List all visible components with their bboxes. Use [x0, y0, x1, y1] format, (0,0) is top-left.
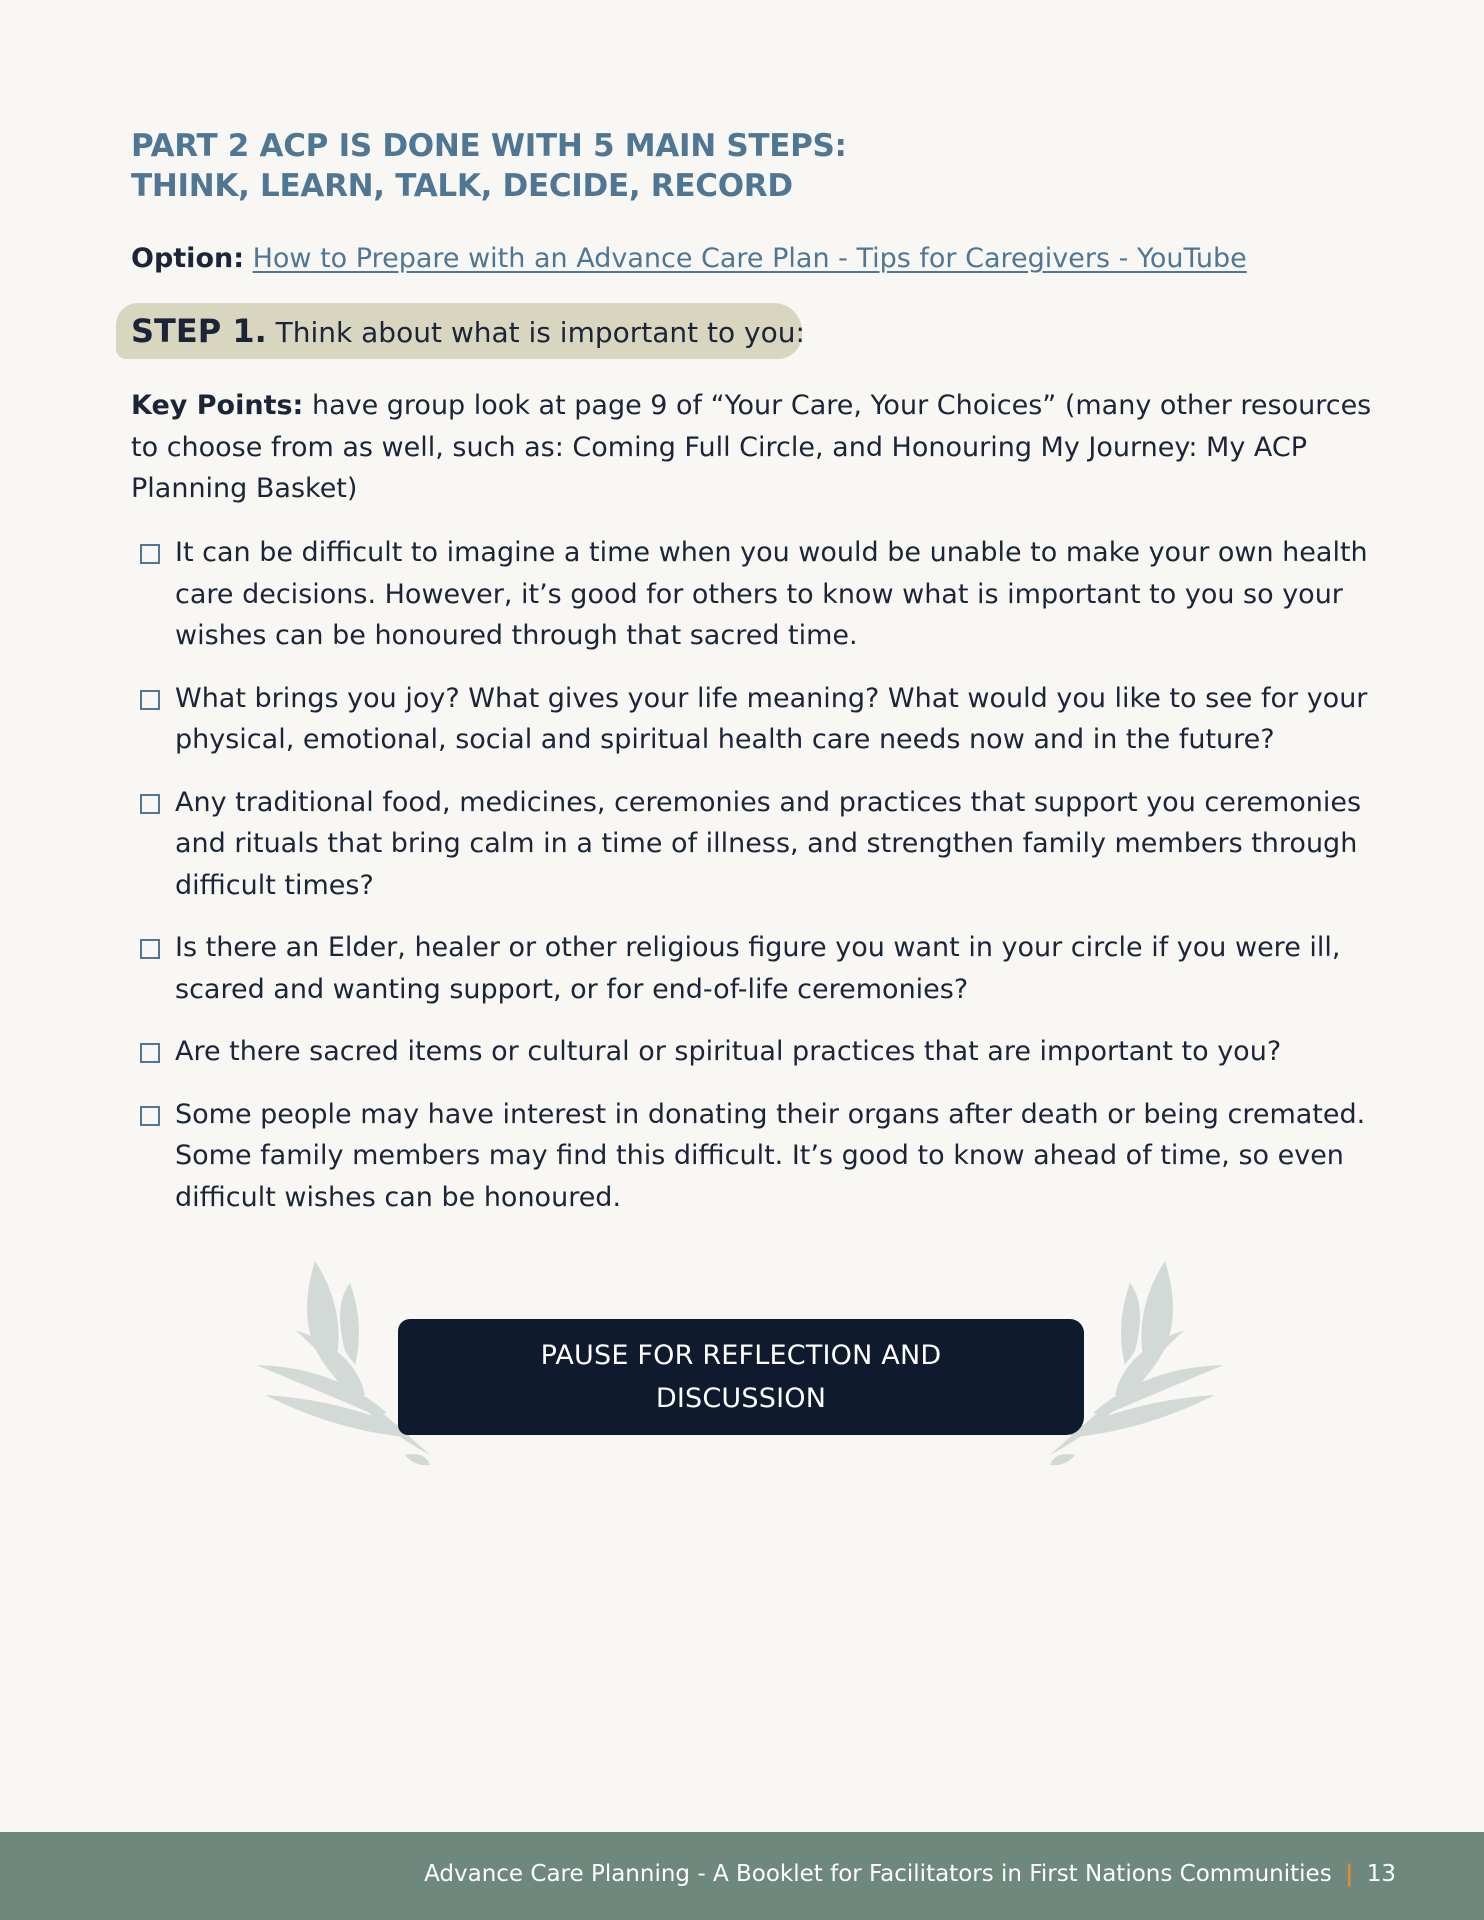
- key-points-text: have group look at page 9 of “Your Care, Your Choices” (many other resources to choose from as well, such as: Coming Full Circle, and Honouring My Journey: My ACP Planning Basket): [131, 390, 1372, 504]
- checklist-item: [140, 782, 1390, 907]
- checklist-item-text: Any traditional food, medicines, ceremonies and practices that support you ceremonies and rituals that bring calm in a time of illness, and strengthen family members through difficult times?: [175, 786, 1362, 901]
- key-points: [131, 385, 1381, 510]
- checkbox-icon[interactable]: [140, 939, 160, 959]
- option-line: [131, 241, 1247, 277]
- checklist-item-text: Some people may have interest in donating their organs after death or being cremated. Some family members may find this difficult. It’s good to know ahead of time, so even difficult wishes can be honoured.: [175, 1098, 1366, 1213]
- section-heading: [131, 126, 847, 206]
- page-number: 13: [1366, 1861, 1396, 1887]
- checklist-item-text: What brings you joy? What gives your life meaning? What would you like to see for your physical, emotional, social and spiritual health care needs now and in the future?: [175, 682, 1368, 755]
- checklist-item: [140, 1031, 1390, 1073]
- step-number: STEP 1.: [131, 312, 267, 350]
- checklist-item: [140, 532, 1390, 657]
- checkbox-icon[interactable]: [140, 1106, 160, 1126]
- footer-separator: |: [1345, 1861, 1354, 1887]
- checklist-item: [140, 678, 1390, 761]
- reflection-banner: [398, 1319, 1084, 1435]
- footer-line: [424, 1858, 1396, 1890]
- footer-title: Advance Care Planning - A Booklet for Facilitators in First Nations Communities: [424, 1861, 1332, 1887]
- checklist-item-text: Is there an Elder, healer or other religious figure you want in your circle if you were ill, scared and wanting support, or for end-of-life ceremonies?: [175, 932, 1341, 1005]
- step-heading: [131, 311, 805, 353]
- checklist-item: [140, 1094, 1390, 1219]
- key-points-label: Key Points:: [131, 390, 304, 421]
- option-label: Option:: [131, 243, 245, 274]
- checkbox-icon[interactable]: [140, 690, 160, 710]
- checklist-item: [140, 927, 1390, 1010]
- checklist: [140, 532, 1390, 1239]
- step-description: Think about what is important to you:: [275, 316, 805, 349]
- checklist-item-text: Are there sacred items or cultural or spiritual practices that are important to you?: [175, 1036, 1282, 1067]
- section-heading-line-2: THINK, LEARN, TALK, DECIDE, RECORD: [131, 168, 793, 204]
- reflection-callout: [255, 1255, 1225, 1475]
- page-footer: [0, 1832, 1484, 1920]
- checkbox-icon[interactable]: [140, 544, 160, 564]
- youtube-link[interactable]: How to Prepare with an Advance Care Plan - Tips for Caregivers - YouTube: [252, 243, 1247, 274]
- checkbox-icon[interactable]: [140, 794, 160, 814]
- checkbox-icon[interactable]: [140, 1043, 160, 1063]
- reflection-banner-text: PAUSE FOR REFLECTION AND DISCUSSION: [540, 1340, 942, 1414]
- section-heading-line-1: PART 2 ACP IS DONE WITH 5 MAIN STEPS:: [131, 128, 847, 164]
- checklist-item-text: It can be difficult to imagine a time when you would be unable to make your own health care decisions. However, it’s good for others to know what is important to you so your wishes can be honoured through that sacred time.: [175, 537, 1368, 651]
